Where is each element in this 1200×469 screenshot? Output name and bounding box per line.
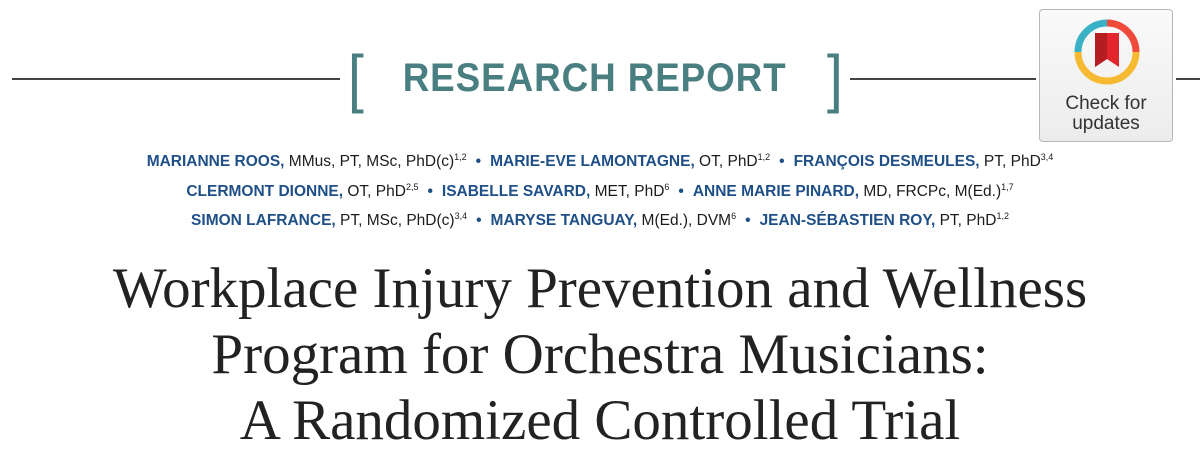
section-label-text: RESEARCH REPORT <box>403 55 787 100</box>
author-name: SIMON LAFRANCE, <box>191 212 336 229</box>
author-credentials: PT, MSc, PhD(c) <box>335 212 455 229</box>
author-separator: • <box>745 212 751 229</box>
author <box>794 153 1054 170</box>
author-name: CLERMONT DIONNE, <box>186 183 344 200</box>
author-credentials: M(Ed.), DVM <box>637 212 732 229</box>
author-affiliation: 1,2 <box>996 210 1009 221</box>
author-credentials: PT, PhD <box>935 212 997 229</box>
author-affiliation: 1,7 <box>1001 181 1014 192</box>
author-credentials: PT, PhD <box>979 153 1041 170</box>
author-affiliation: 1,2 <box>454 151 467 162</box>
header-rule-left <box>12 78 340 80</box>
author-separator: • <box>678 183 684 200</box>
author-affiliation: 2,5 <box>405 181 419 192</box>
author-name: FRANÇOIS DESMEULES, <box>793 153 980 170</box>
author-affiliation: 3,4 <box>454 210 468 221</box>
author-name: MARYSE TANGUAY, <box>490 212 638 229</box>
bracket-open: [ <box>347 42 364 114</box>
author-credentials: MET, PhD <box>590 183 665 200</box>
author-affiliation: 6 <box>731 210 737 221</box>
author-affiliation: 6 <box>664 181 670 192</box>
author-name: ANNE MARIE PINARD, <box>692 183 860 200</box>
author-credentials: MMus, PT, MSc, PhD(c) <box>284 153 455 170</box>
badge-line-2: updates <box>1072 113 1140 134</box>
author-credentials: MD, FRCPc, M(Ed.) <box>859 183 1002 200</box>
author <box>191 212 467 229</box>
crossmark-bookmark-icon <box>1074 19 1140 85</box>
author-separator: • <box>779 153 785 170</box>
author-line-1 <box>0 153 1200 171</box>
author-separator: • <box>476 212 482 229</box>
author <box>491 212 737 229</box>
author-name: JEAN-SÉBASTIEN ROY, <box>759 212 936 229</box>
author <box>760 212 1009 229</box>
article-title-line-3: A Randomized Controlled Trial <box>239 389 961 452</box>
author <box>186 183 418 200</box>
author-credentials: OT, PhD <box>343 183 406 200</box>
bracket-close: ] <box>826 42 843 114</box>
author-separator: • <box>427 183 433 200</box>
badge-line-1: Check for <box>1065 93 1147 114</box>
author-credentials: OT, PhD <box>694 153 758 170</box>
author <box>693 183 1014 200</box>
author-name: MARIANNE ROOS, <box>146 153 285 170</box>
header-rule-far-right <box>1176 78 1200 80</box>
author-line-2 <box>0 183 1200 201</box>
article-title-line-2: Program for Orchestra Musicians: <box>211 323 989 386</box>
author-name: MARIE-EVE LAMONTAGNE, <box>490 153 695 170</box>
section-label <box>340 42 850 114</box>
badge-label <box>1040 94 1172 134</box>
author <box>490 153 770 170</box>
author-line-3 <box>0 212 1200 230</box>
article-title-line-1: Workplace Injury Prevention and Wellness <box>112 257 1088 320</box>
author-affiliation: 1,2 <box>757 151 771 162</box>
author <box>442 183 670 200</box>
author <box>147 153 467 170</box>
check-for-updates-button[interactable] <box>1039 9 1173 142</box>
author-affiliation: 3,4 <box>1040 151 1054 162</box>
author-separator: • <box>475 153 482 170</box>
header-rule-right <box>850 78 1036 80</box>
author-name: ISABELLE SAVARD, <box>441 183 591 200</box>
